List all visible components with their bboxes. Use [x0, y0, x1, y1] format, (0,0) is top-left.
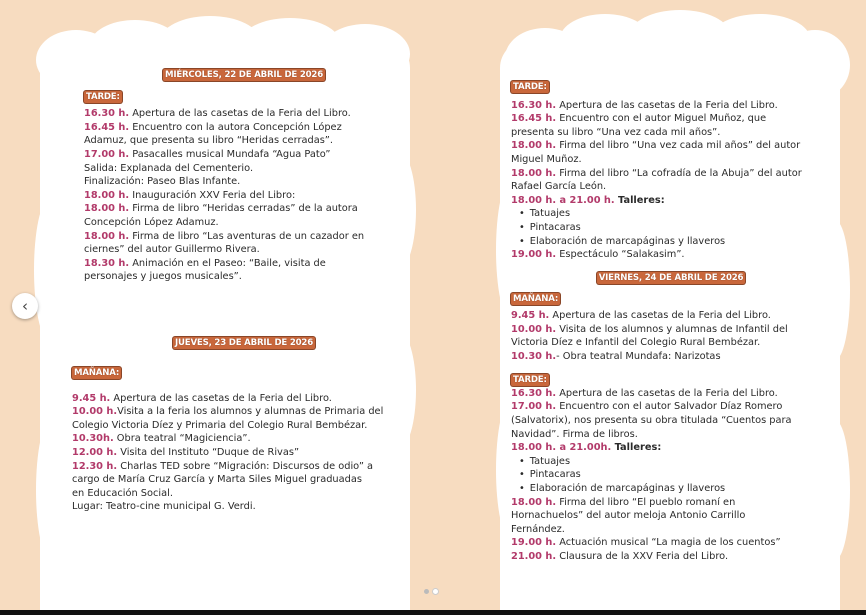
schedule-line: 18.00 h. Firma del libro “Una vez cada mil años” del autor [511, 140, 801, 152]
schedule-line: 10.00 h. Visita de los alumnos y alumnas de Infantil del [511, 323, 788, 335]
schedule-line: 18.00 h. Firma de libro “Las aventuras de un cazador en [84, 230, 365, 242]
day-label: VIERNES, 24 DE ABRIL DE 2026 [598, 272, 744, 283]
schedule-line: 12.30 h. Charlas TED sobre “Migración: Discursos de odio” a [72, 460, 374, 472]
tarde-label: TARDE: [513, 82, 547, 92]
schedule-line: 17.00 h. Encuentro con el autor Salvador Díaz Romero [511, 401, 783, 413]
schedule-line: Finalización: Paseo Blas Infante. [84, 176, 241, 188]
schedule-line: Colegio Victoria Díez y Primaria del Colegio Rural Bembézar. [72, 419, 368, 431]
schedule-line: 21.00 h. Clausura de la XXV Feria del Libro. [511, 551, 729, 562]
list-item: • Tatuajes [511, 207, 831, 221]
section-label [511, 373, 831, 387]
schedule-line: 18.00 h. Firma del libro “El pueblo romaní en [511, 496, 736, 508]
schedule-line: Navidad”. Firma de libros. [511, 428, 638, 440]
section-label [511, 292, 831, 306]
schedule-line: 10.00 h.Visita a la feria los alumnos y alumnas de Primaria del [72, 406, 384, 418]
schedule-line: 9.45 h. Apertura de las casetas de la Feria del Libro. [511, 309, 771, 321]
section-label [72, 366, 402, 380]
schedule-line: ciernes” del autor Guillermo Rivera. [84, 244, 260, 256]
previous-slide-button[interactable] [12, 293, 38, 319]
carousel-dots [424, 589, 438, 594]
manana-label: MAÑANA: [74, 368, 120, 378]
schedule-line: presenta su libro “Una vez cada mil años”. [511, 126, 721, 138]
schedule-line: Victoria Díez e Infantil del Colegio Rural Bembézar. [511, 337, 761, 349]
schedule-line: en Educación Social. [72, 487, 173, 499]
section-label [84, 90, 404, 104]
bottom-bar [0, 610, 866, 615]
schedule-line: 18.00 h. Firma de libro “Heridas cerradas” de la autora [84, 203, 358, 215]
day-title [511, 271, 831, 285]
carousel-dot-active[interactable] [433, 589, 438, 594]
schedule-line: Miguel Muñoz. [511, 153, 582, 165]
schedule-line: 19.00 h. Actuación musical “La magia de los cuentos” [511, 537, 781, 549]
chevron-left-icon: ‹ [22, 297, 28, 315]
schedule-line: (Salvatorix), nos presenta su obra titulada “Cuentos para [511, 415, 792, 427]
manana-label: MAÑANA: [513, 294, 559, 305]
day-title [84, 68, 404, 82]
schedule-line: 17.00 h. Pasacalles musical Mundafa “Agua Pato” [84, 148, 331, 160]
schedule-line: Concepción López Adamuz. [84, 216, 219, 228]
cloud-bump [36, 420, 66, 560]
schedule-line: Rafael García León. [511, 181, 607, 193]
schedule-line: 18.00 h. Firma del libro “La cofradía de la Abuja” del autor [511, 167, 802, 179]
list-item: • Tatuajes [511, 455, 831, 469]
left-column [84, 66, 404, 358]
list-item: • Elaboración de marcapáginas y llaveros [511, 235, 831, 249]
tarde-label: TARDE: [513, 375, 547, 386]
schedule-line: 16.45 h. Encuentro con la autora Concepción López [84, 121, 342, 133]
schedule-line: Lugar: Teatro-cine municipal G. Verdi. [72, 501, 256, 513]
schedule-line: 10.30 h.- Obra teatral Mundafa: Narizotas [511, 350, 721, 362]
day-label: MIÉRCOLES, 22 DE ABRIL DE 2026 [165, 70, 323, 80]
right-column [511, 80, 831, 564]
schedule-line: Fernández. [511, 523, 565, 535]
schedule-line: 16.45 h. Encuentro con el autor Miguel Muñoz, que [511, 113, 767, 125]
day-title [84, 336, 404, 350]
schedule-line: personajes y juegos musicales”. [84, 271, 242, 283]
schedule-line: cargo de María Cruz García y Marta Siles Miguel graduadas [72, 474, 362, 486]
schedule-line: 19.00 h. Espectáculo “Salakasim”. [511, 249, 685, 261]
section-label [511, 80, 831, 94]
schedule-line: 12.00 h. Visita del Instituto “Duque de Rivas” [72, 446, 300, 458]
schedule-line: 9.45 h. Apertura de las casetas de la Feria del Libro. [72, 392, 332, 404]
schedule-list [84, 107, 404, 284]
list-item: • Elaboración de marcapáginas y llaveros [511, 482, 831, 496]
tarde-label: TARDE: [86, 91, 120, 102]
day-label: JUEVES, 23 DE ABRIL DE 2026 [175, 337, 313, 348]
cloud-bump [34, 200, 64, 340]
schedule-line: 18.00 h. Inauguración XXV Feria del Libro: [84, 189, 296, 201]
schedule-line: Salida: Explanada del Cementerio. [84, 162, 254, 174]
carousel-dot[interactable] [424, 589, 429, 594]
schedule-line: 10.30h. Obra teatral “Magiciencia”. [72, 433, 251, 445]
schedule-line: 16.30 h. Apertura de las casetas de la Feria del Libro. [84, 108, 351, 120]
schedule-line: 16.30 h. Apertura de las casetas de la Feria del Libro. [511, 99, 778, 111]
talleres-heading: 18.00 h. a 21.00 h. Talleres: [511, 194, 665, 206]
talleres-heading: 18.00 h. a 21.00h. Talleres: [511, 442, 662, 454]
schedule-line: 16.30 h. Apertura de las casetas de la Feria del Libro. [511, 387, 778, 399]
left-column-lower [72, 366, 402, 514]
schedule-line: Adamuz, que presenta su libro “Heridas cerradas”. [84, 135, 333, 147]
list-item: • Pintacaras [511, 221, 831, 235]
schedule-line: Hornachuelos” del autor meloja Antonio Carrillo [511, 510, 746, 522]
list-item: • Pintacaras [511, 468, 831, 482]
schedule-line: 18.30 h. Animación en el Paseo: “Baile, visita de [84, 257, 326, 269]
